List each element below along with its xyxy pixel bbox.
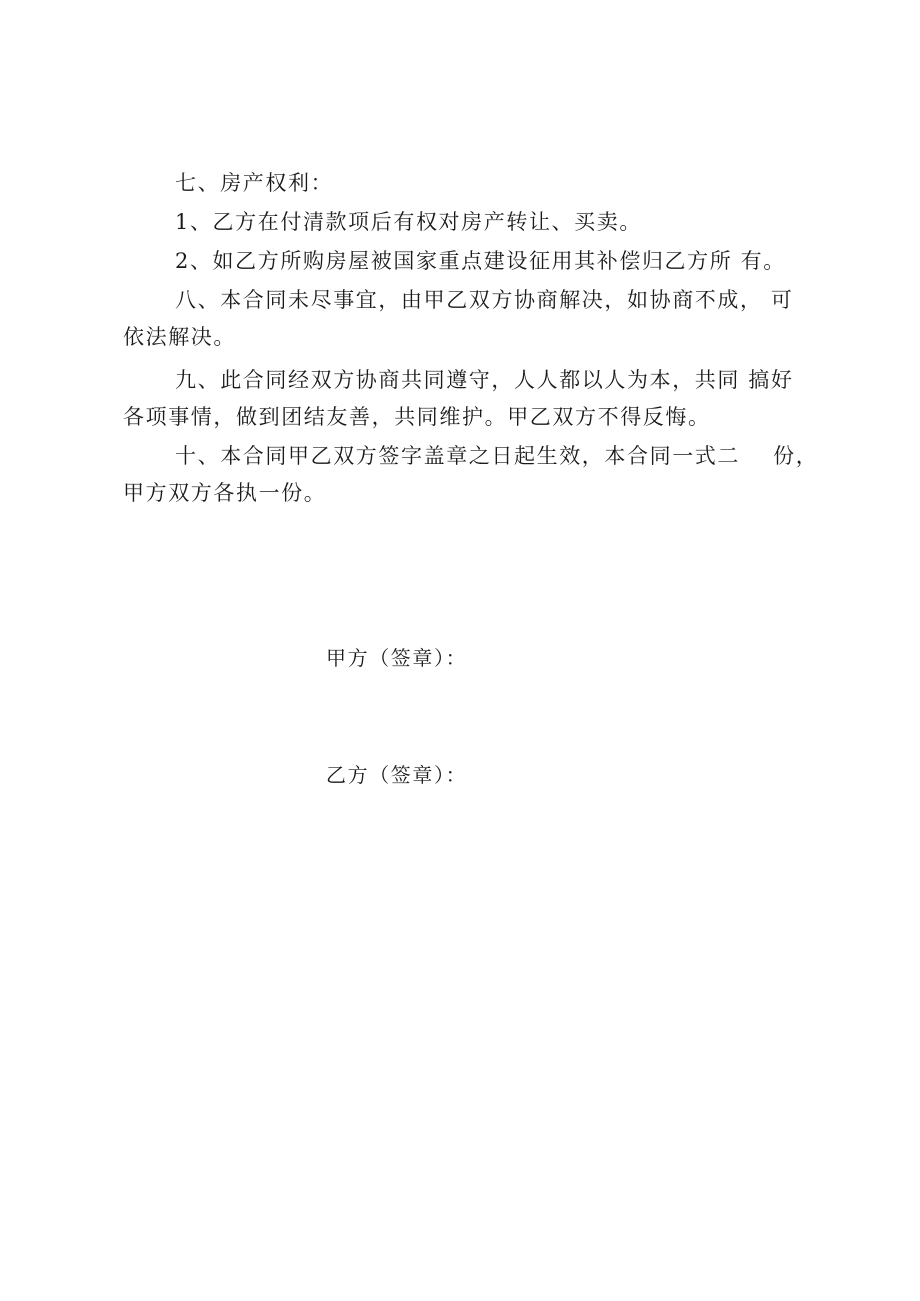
- clause-line: 2、如乙方所购房屋被国家重点建设征用其补偿归乙方所 有。: [175, 249, 786, 273]
- clause-line: 各项事情，做到团结友善，共同维护。甲乙双方不得反悔。: [123, 405, 711, 429]
- clause-line: 七、房产权利：: [175, 171, 334, 195]
- clause-line: 八、本合同未尽事宜，由甲乙双方协商解决，如协商不成， 可: [175, 288, 794, 312]
- party-b-signature-label: 乙方（签章）：: [326, 763, 468, 787]
- clause-9: [123, 362, 823, 436]
- clause-line: 依法解决。: [123, 325, 236, 349]
- clause-line: 九、此合同经双方协商共同遵守，人人都以人为本，共同 搞好: [175, 368, 794, 392]
- clause-line: 1、乙方在付清款项后有权对房产转让、买卖。: [175, 210, 642, 234]
- clause-10: [123, 438, 823, 512]
- clause-7-item-1: [123, 204, 823, 241]
- clause-line: 甲方双方各执一份。: [123, 481, 327, 505]
- contract-body: [123, 165, 823, 512]
- clause-8: [123, 282, 823, 356]
- party-a-signature-label: 甲方（签章）：: [326, 646, 468, 670]
- clause-7-item-2: [123, 243, 823, 280]
- clause-line: 十、本合同甲乙双方签字盖章之日起生效，本合同一式二 份，: [175, 444, 819, 468]
- clause-7-heading: [123, 165, 823, 202]
